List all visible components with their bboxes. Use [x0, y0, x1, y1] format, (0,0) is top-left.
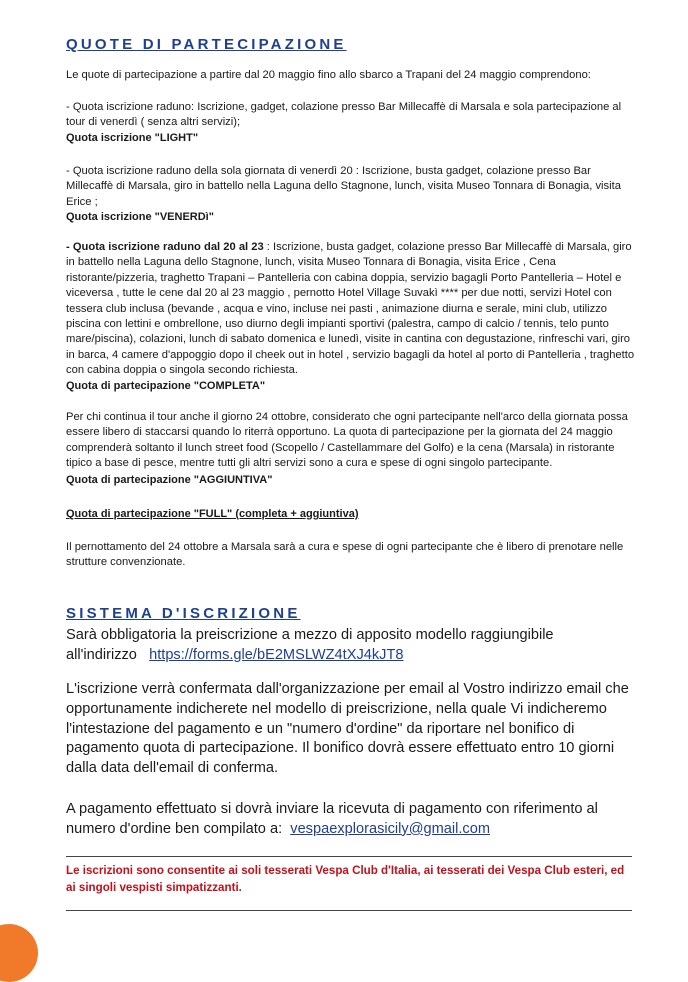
completa-text: : Iscrizione, busta gadget, colazione presso Bar Millecaffè di Marsala, giro in battello nella Laguna dello Stagnone, lunch, visita Museo Tonnara di Bonagia, visita Erice , Cena ristorante/pizzeria, traghetto Trapani – Pantelleria con cabina doppia, servizio bagagli Porto Pantelleria – Hotel e viceversa , tutte le cene dal 20 al 23 maggio , pernotto Hotel Village Suvakì **** per due notti, servizi Hotel con tessera club inclusa (bevande , acqua e vino, incluse nei pasti , animazione diurna e serale, mini club, utilizzo piscina con lettini e ombrellone, uso diurno degli impianti sportivi (palestra, campo di calcio / tennis, telo punto mare/piscina), colazioni, lunch di sabato domenica e lunedì, visite in cantina con degustazione, rinfreschi vari, giro in barca, 4 camere d'appoggio dopo il cheek out in hotel , servizio bagagli da hotel al porto di Pantelleria , traghetto con cabina doppia o singola secondo richiesta. — [66, 241, 635, 377]
completa-description — [66, 240, 636, 379]
aggiuntiva-description: Per chi continua il tour anche il giorno 24 ottobre, considerato che ogni partecipante nell'arco della giornata possa essere libero di staccarsi quando lo riterrà opportuno. La quota di partecipazione per la giornata del 24 maggio comprenderà soltanto il lunch street food (Scopello / Castellammare del Golfo) e la cena (Marsala) in ristorante tipico a base di pesce, mentre tutti gli altri servizi sono a cura e spese di ogni singolo partecipante. — [66, 411, 628, 470]
light-label: Quota iscrizione "LIGHT" — [66, 132, 199, 144]
form-link[interactable]: https://forms.gle/bE2MSLWZ4tXJ4kJT8 — [149, 646, 404, 663]
iscrizione-heading: SISTEMA D'ISCRIZIONE — [66, 605, 301, 622]
venerdi-label: Quota iscrizione "VENERDì" — [66, 211, 214, 223]
preiscrizione-text — [66, 626, 616, 666]
payment-paragraph — [66, 800, 634, 840]
aggiuntiva-label: Quota di partecipazione "AGGIUNTIVA" — [66, 474, 273, 486]
completa-lead: - Quota iscrizione raduno dal 20 al 23 — [66, 241, 264, 253]
top-divider — [66, 856, 632, 857]
preiscrizione-lead: Sarà obbligatoria la preiscrizione a mezzo di apposito modello raggiungibile all'indirizzo — [66, 627, 554, 663]
light-description: - Quota iscrizione raduno: Iscrizione, gadget, colazione presso Bar Millecaffè di Marsala e sola partecipazione al tour di venerdì ( senza altri servizi); — [66, 101, 622, 129]
completa-label: Quota di partecipazione "COMPLETA" — [66, 380, 266, 392]
venerdi-description: - Quota iscrizione raduno della sola giornata di venerdì 20 : Iscrizione, busta gadget, colazione presso Bar Millecaffè di Marsala, giro in battello nella Laguna dello Stagnone, lunch, visita Museo Tonnara di Bonagia, visita Erice ; — [66, 165, 621, 208]
quote-intro: Le quote di partecipazione a partire dal 20 maggio fino allo sbarco a Trapani del 24 maggio comprendono: — [66, 69, 591, 81]
membership-notice: Le iscrizioni sono consentite ai soli tesserati Vespa Club d'Italia, ai tesserati dei Vespa Club esteri, ed ai singoli vespisti simpatizzanti. — [66, 864, 625, 894]
email-link[interactable]: vespaexplorasicily@gmail.com — [290, 820, 491, 837]
bottom-divider — [66, 910, 632, 911]
confirm-paragraph: L'iscrizione verrà confermata dall'organizzazione per email al Vostro indirizzo email che opportunamente indicherete nel modello di preiscrizione, nella quale Vi indicheremo l'intestazione del pagamento e un "numero d'ordine" da riportare nel bonifico di pagamento quota di partecipazione. Il bonifico dovrà essere effettuato entro 10 giorni dalla data dell'email di conferma. — [66, 681, 629, 777]
full-label: Quota di partecipazione "FULL" (completa + aggiuntiva) — [66, 508, 359, 520]
pernottamento-note: Il pernottamento del 24 ottobre a Marsala sarà a cura e spese di ogni partecipante che è libero di prenotare nelle strutture convenzionate. — [66, 541, 624, 569]
orange-corner-badge — [0, 924, 38, 982]
payment-text: A pagamento effettuato si dovrà inviare la ricevuta di pagamento con riferimento al numero d'ordine ben compilato a: — [66, 801, 598, 837]
quote-heading: QUOTE DI PARTECIPAZIONE — [66, 36, 347, 53]
